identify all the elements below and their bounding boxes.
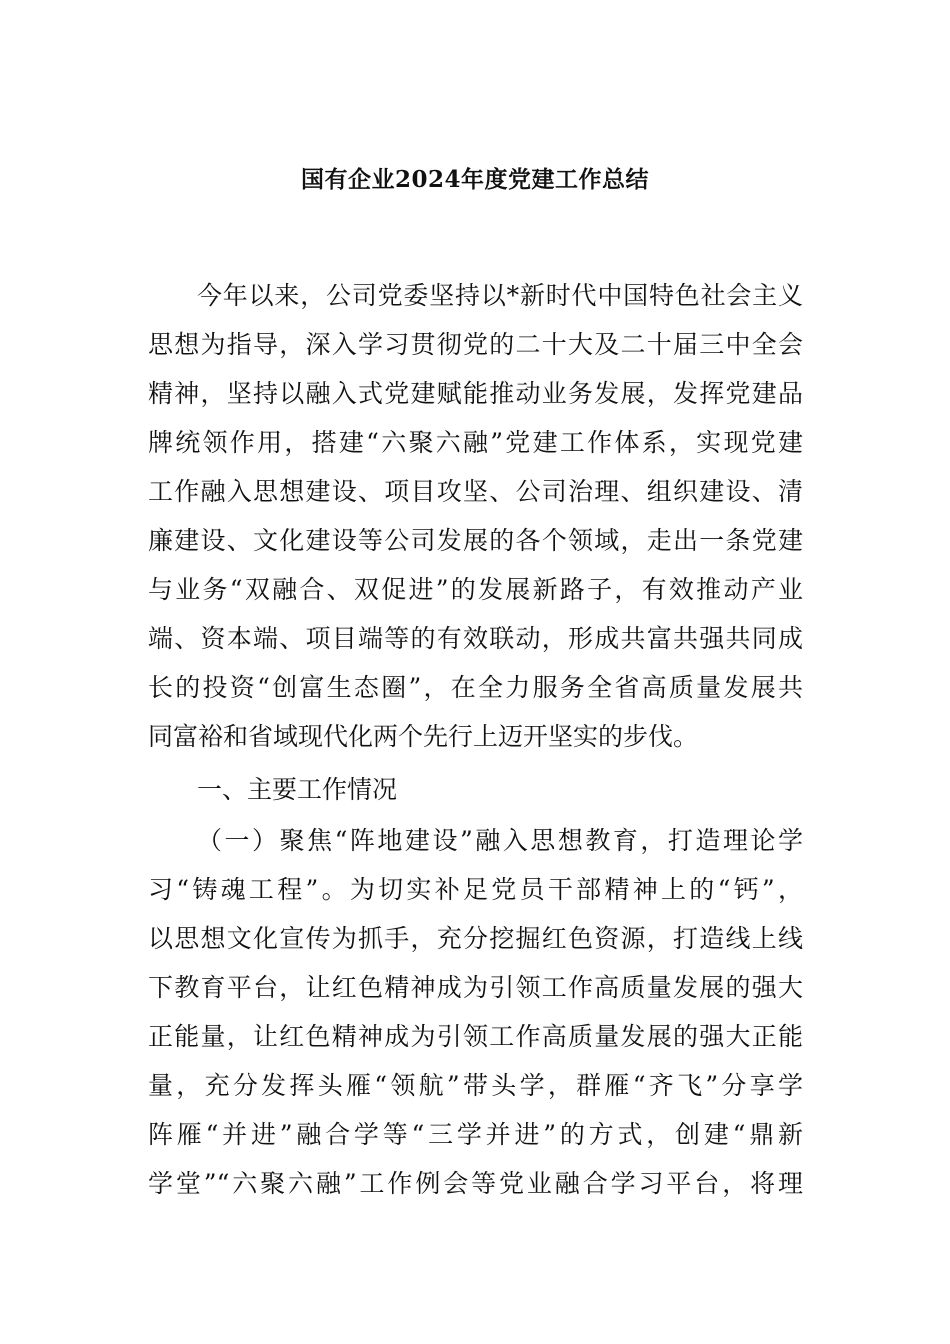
paragraph-line: 思想为指导，深入学习贯彻党的二十大及二十届三中全会 [148,330,803,359]
paragraph-line: 今年以来，公司党委坚持以*新时代中国特色社会主义 [197,281,803,310]
paragraph-line: 量，充分发挥头雁“领航”带头学，群雁“齐飞”分享学 [148,1071,803,1100]
paragraph-line: 同富裕和省域现代化两个先行上迈开坚实的步伐。 [148,722,699,751]
paragraph-line: 端、资本端、项目端等的有效联动，形成共富共强共同成 [148,624,803,653]
paragraph-line: 廉建设、文化建设等公司发展的各个领域，走出一条党建 [148,526,803,555]
paragraph-line: 学堂”“六聚六融”工作例会等党业融合学习平台，将理 [148,1169,803,1198]
paragraph-line: 正能量，让红色精神成为引领工作高质量发展的强大正能 [148,1022,803,1051]
paragraph-line: 下教育平台，让红色精神成为引领工作高质量发展的强大 [148,973,803,1002]
paragraph-line: 阵雁“并进”融合学等“三学并进”的方式，创建“鼎新 [148,1120,803,1149]
paragraph-line: 工作融入思想建设、项目攻坚、公司治理、组织建设、清 [148,477,803,506]
document-title: 国有企业2024年度党建工作总结 [300,166,649,193]
paragraph-line: 以思想文化宣传为抓手，充分挖掘红色资源，打造线上线 [148,924,803,953]
section-heading: 一、主要工作情况 [197,775,398,804]
paragraph-line: 精神，坚持以融入式党建赋能推动业务发展，发挥党建品 [148,379,803,408]
paragraph-line: 与业务“双融合、双促进”的发展新路子，有效推动产业 [148,575,803,604]
paragraph-line: 长的投资“创富生态圈”，在全力服务全省高质量发展共 [148,673,803,702]
paragraph-line: 习“铸魂工程”。为切实补足党员干部精神上的“钙”， [148,875,803,904]
paragraph-line: 牌统领作用，搭建“六聚六融”党建工作体系，实现党建 [148,428,803,457]
paragraph-line: （一）聚焦“阵地建设”融入思想教育，打造理论学 [197,826,803,855]
